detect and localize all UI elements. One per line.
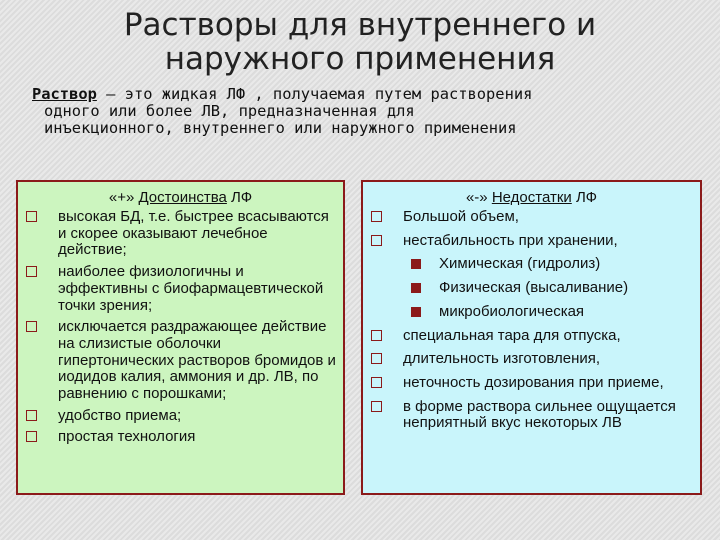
list-item-text: длительность изготовления, — [403, 350, 601, 368]
title-line-1: Растворы для внутреннего и — [123, 7, 597, 43]
disadvantages-box — [361, 180, 702, 495]
list-item — [18, 429, 343, 446]
advantages-heading-prefix: «+» — [108, 189, 139, 206]
list-item-text: неточность дозирования при приеме, — [403, 373, 664, 391]
checkbox-bullet-icon — [26, 431, 37, 442]
list-item-text: простая технология — [58, 428, 196, 446]
list-item-text: наиболее физиологичны и эффективны с биофармацевтической точки зрения; — [58, 263, 324, 314]
list-item — [363, 375, 700, 392]
sub-list-item — [363, 280, 700, 297]
checkbox-bullet-icon — [371, 211, 382, 222]
definition-text: – это жидкая ЛФ , получаемая путем растворения — [96, 85, 533, 103]
definition — [32, 86, 702, 137]
checkbox-bullet-icon — [26, 211, 37, 222]
list-item — [363, 351, 700, 368]
definition-line-2: одного или более ЛВ, предназначенная для — [44, 102, 415, 120]
checkbox-bullet-icon — [26, 321, 37, 332]
definition-term: Раствор — [32, 85, 97, 103]
checkbox-bullet-icon — [371, 353, 382, 364]
advantages-list — [18, 209, 343, 451]
list-item — [18, 408, 343, 425]
sub-list-item-text: Физическая (высаливание) — [439, 279, 629, 297]
list-item-text: исключается раздражающее действие на слизистые оболочки гипертонических растворов бромидов и иодидов калия, аммония и др. ЛВ, по равнению с порошками; — [58, 318, 336, 403]
definition-line-3: инъекционного, внутреннего или наружного применения — [44, 119, 517, 137]
checkbox-bullet-icon — [371, 377, 382, 388]
list-item — [363, 209, 700, 226]
checkbox-bullet-icon — [371, 330, 382, 341]
list-item — [18, 209, 343, 259]
list-item-text: удобство приема; — [58, 406, 182, 424]
list-item-text: специальная тара для отпуска, — [403, 326, 621, 344]
list-item — [18, 319, 343, 403]
checkbox-bullet-icon — [371, 235, 382, 246]
list-item-text: высокая БД, т.е. быстрее всасываются и скорее оказывают лечебное действие; — [58, 208, 329, 259]
disadvantages-heading-word: Недостатки — [491, 189, 572, 206]
definition-line-1 — [32, 86, 702, 103]
sub-list-item-text: Химическая (гидролиз) — [439, 255, 601, 273]
square-bullet-icon — [411, 307, 421, 317]
disadvantages-list — [363, 209, 700, 439]
disadvantages-heading-prefix: «-» — [465, 189, 492, 206]
advantages-box — [16, 180, 345, 495]
checkbox-bullet-icon — [26, 410, 37, 421]
square-bullet-icon — [411, 259, 421, 269]
advantages-heading-word: Достоинства — [138, 189, 227, 206]
disadvantages-heading-suffix: ЛФ — [571, 189, 598, 206]
list-item — [363, 399, 700, 432]
title-line-2: наружного применения — [164, 41, 556, 77]
list-item — [18, 264, 343, 314]
list-item — [363, 233, 700, 250]
checkbox-bullet-icon — [371, 401, 382, 412]
list-item-text: нестабильность при хранении, — [403, 231, 618, 249]
sub-list-item-text: микробиологическая — [439, 302, 585, 320]
advantages-heading-suffix: ЛФ — [226, 189, 253, 206]
list-item — [363, 328, 700, 345]
disadvantages-heading — [363, 190, 700, 207]
sub-list-item — [363, 256, 700, 273]
list-item-text: в форме раствора сильнее ощущается неприятный вкус некоторых ЛВ — [403, 397, 676, 432]
sub-list-item — [363, 304, 700, 321]
square-bullet-icon — [411, 283, 421, 293]
list-item-text: Большой объем, — [403, 208, 519, 225]
slide-title — [90, 8, 630, 76]
advantages-heading — [18, 190, 343, 207]
checkbox-bullet-icon — [26, 266, 37, 277]
